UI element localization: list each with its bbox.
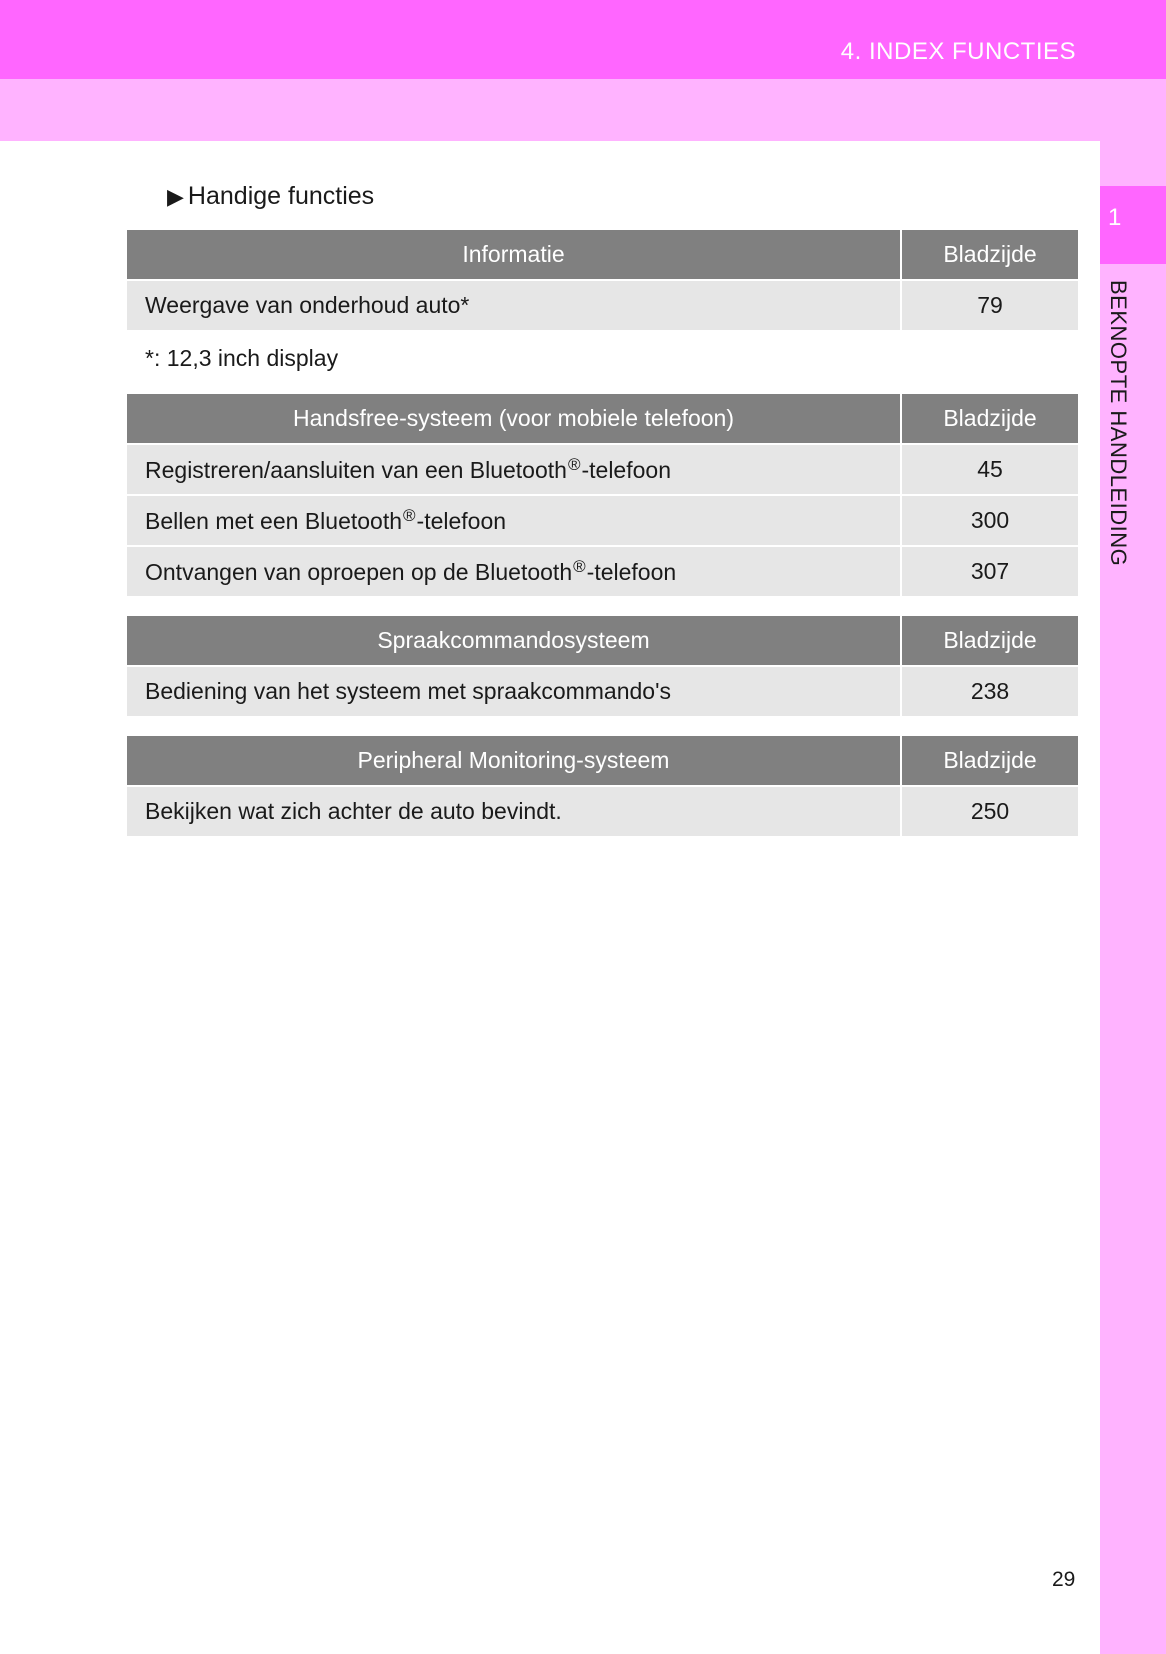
peripheral-header: Peripheral Monitoring-systeem: [127, 736, 902, 787]
row-page[interactable]: 238: [902, 667, 1078, 718]
page-column-header: Bladzijde: [902, 394, 1078, 445]
table-row: [127, 445, 1078, 496]
table-header-row: [127, 230, 1078, 281]
row-page[interactable]: 300: [902, 496, 1078, 547]
table-header-row: [127, 616, 1078, 667]
handsfree-header: Handsfree-systeem (voor mobiele telefoon): [127, 394, 902, 445]
row-page[interactable]: 79: [902, 281, 1078, 332]
row-page[interactable]: 250: [902, 787, 1078, 838]
row-label: Bekijken wat zich achter de auto bevindt.: [127, 787, 902, 838]
chapter-number: 1: [1108, 204, 1122, 231]
info-table: [127, 230, 1078, 332]
page-column-header: Bladzijde: [902, 230, 1078, 281]
page-number: 29: [1052, 1568, 1076, 1591]
page-column-header: Bladzijde: [902, 616, 1078, 667]
table-header-row: [127, 394, 1078, 445]
page-column-header: Bladzijde: [902, 736, 1078, 787]
table-row: [127, 667, 1078, 718]
row-page[interactable]: 45: [902, 445, 1078, 496]
table-row: [127, 547, 1078, 598]
table-row: [127, 787, 1078, 838]
row-label: Bediening van het systeem met spraakcommando's: [127, 667, 902, 718]
row-label: Registreren/aansluiten van een Bluetooth®-telefoon: [127, 445, 902, 496]
table-row: [127, 496, 1078, 547]
row-label: Weergave van onderhoud auto*: [127, 281, 902, 332]
row-label: Bellen met een Bluetooth®-telefoon: [127, 496, 902, 547]
table-header-row: [127, 736, 1078, 787]
row-label: Ontvangen van oproepen op de Bluetooth®-telefoon: [127, 547, 902, 598]
main-content: [127, 178, 1078, 838]
section-title: 4. INDEX FUNCTIES: [840, 38, 1076, 65]
peripheral-table: [127, 736, 1078, 838]
info-header: Informatie: [127, 230, 902, 281]
row-page[interactable]: 307: [902, 547, 1078, 598]
header-light-band: [0, 79, 1166, 141]
subheading: [167, 178, 1078, 214]
table-row: [127, 281, 1078, 332]
voice-header: Spraakcommandosysteem: [127, 616, 902, 667]
subheading-text: Handige functies: [187, 182, 375, 210]
handsfree-table: [127, 394, 1078, 598]
right-triangle-icon: ▶: [167, 184, 184, 209]
footnote: *: 12,3 inch display: [145, 345, 339, 371]
chapter-label: BEKNOPTE HANDLEIDING: [1106, 280, 1131, 567]
voice-table: [127, 616, 1078, 718]
